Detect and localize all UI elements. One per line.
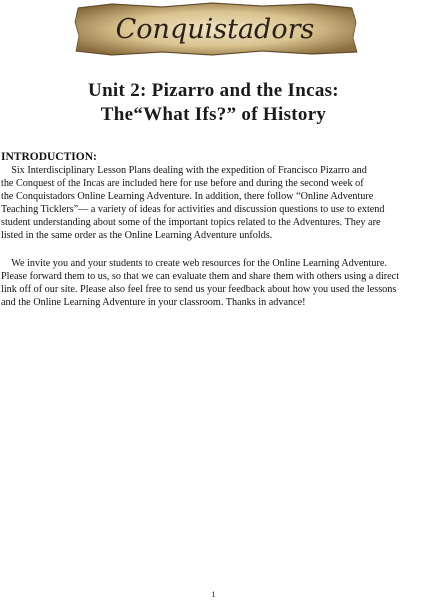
title-line-2: The“What Ifs?” of History [100,104,327,125]
conquistadors-banner [72,2,358,56]
intro-paragraph-2 [1,257,423,309]
text-line: student understanding about some of the important topics related to the Adventures. They are [1,217,381,229]
text-line: and the Online Learning Adventure in your classroom. Thanks in advance! [1,297,306,309]
parchment-banner-image [72,2,358,56]
page-number: 1 [211,590,216,599]
text-line: Teaching Ticklers”— a variety of ideas for activities and discussion questions to use to extend [1,204,385,216]
text-line: Please forward them to us, so that we can evaluate them and share them with others using a direct [1,271,400,283]
text-line: We invite you and your students to create web resources for the Online Learning Adventure. [1,258,387,269]
title-line-1: Unit 2: Pizarro and the Incas: [88,80,339,101]
intro-paragraph-1 [1,164,423,243]
text-line: link off of our site. Please also feel free to send us your feedback about how you used the lessons [1,284,397,296]
introduction-heading: INTRODUCTION: [1,151,97,163]
text-line: the Conquistadors Online Learning Adventure. In addition, there follow “Online Adventure [1,191,374,203]
text-line: the Conquest of the Incas are included here for use before and during the second week of [1,178,364,190]
text-line: Six Interdisciplinary Lesson Plans dealing with the expedition of Francisco Pizarro and [1,165,367,176]
banner-text: Conquistadors [115,14,315,45]
text-line: listed in the same order as the Online Learning Adventure unfolds. [1,230,273,242]
